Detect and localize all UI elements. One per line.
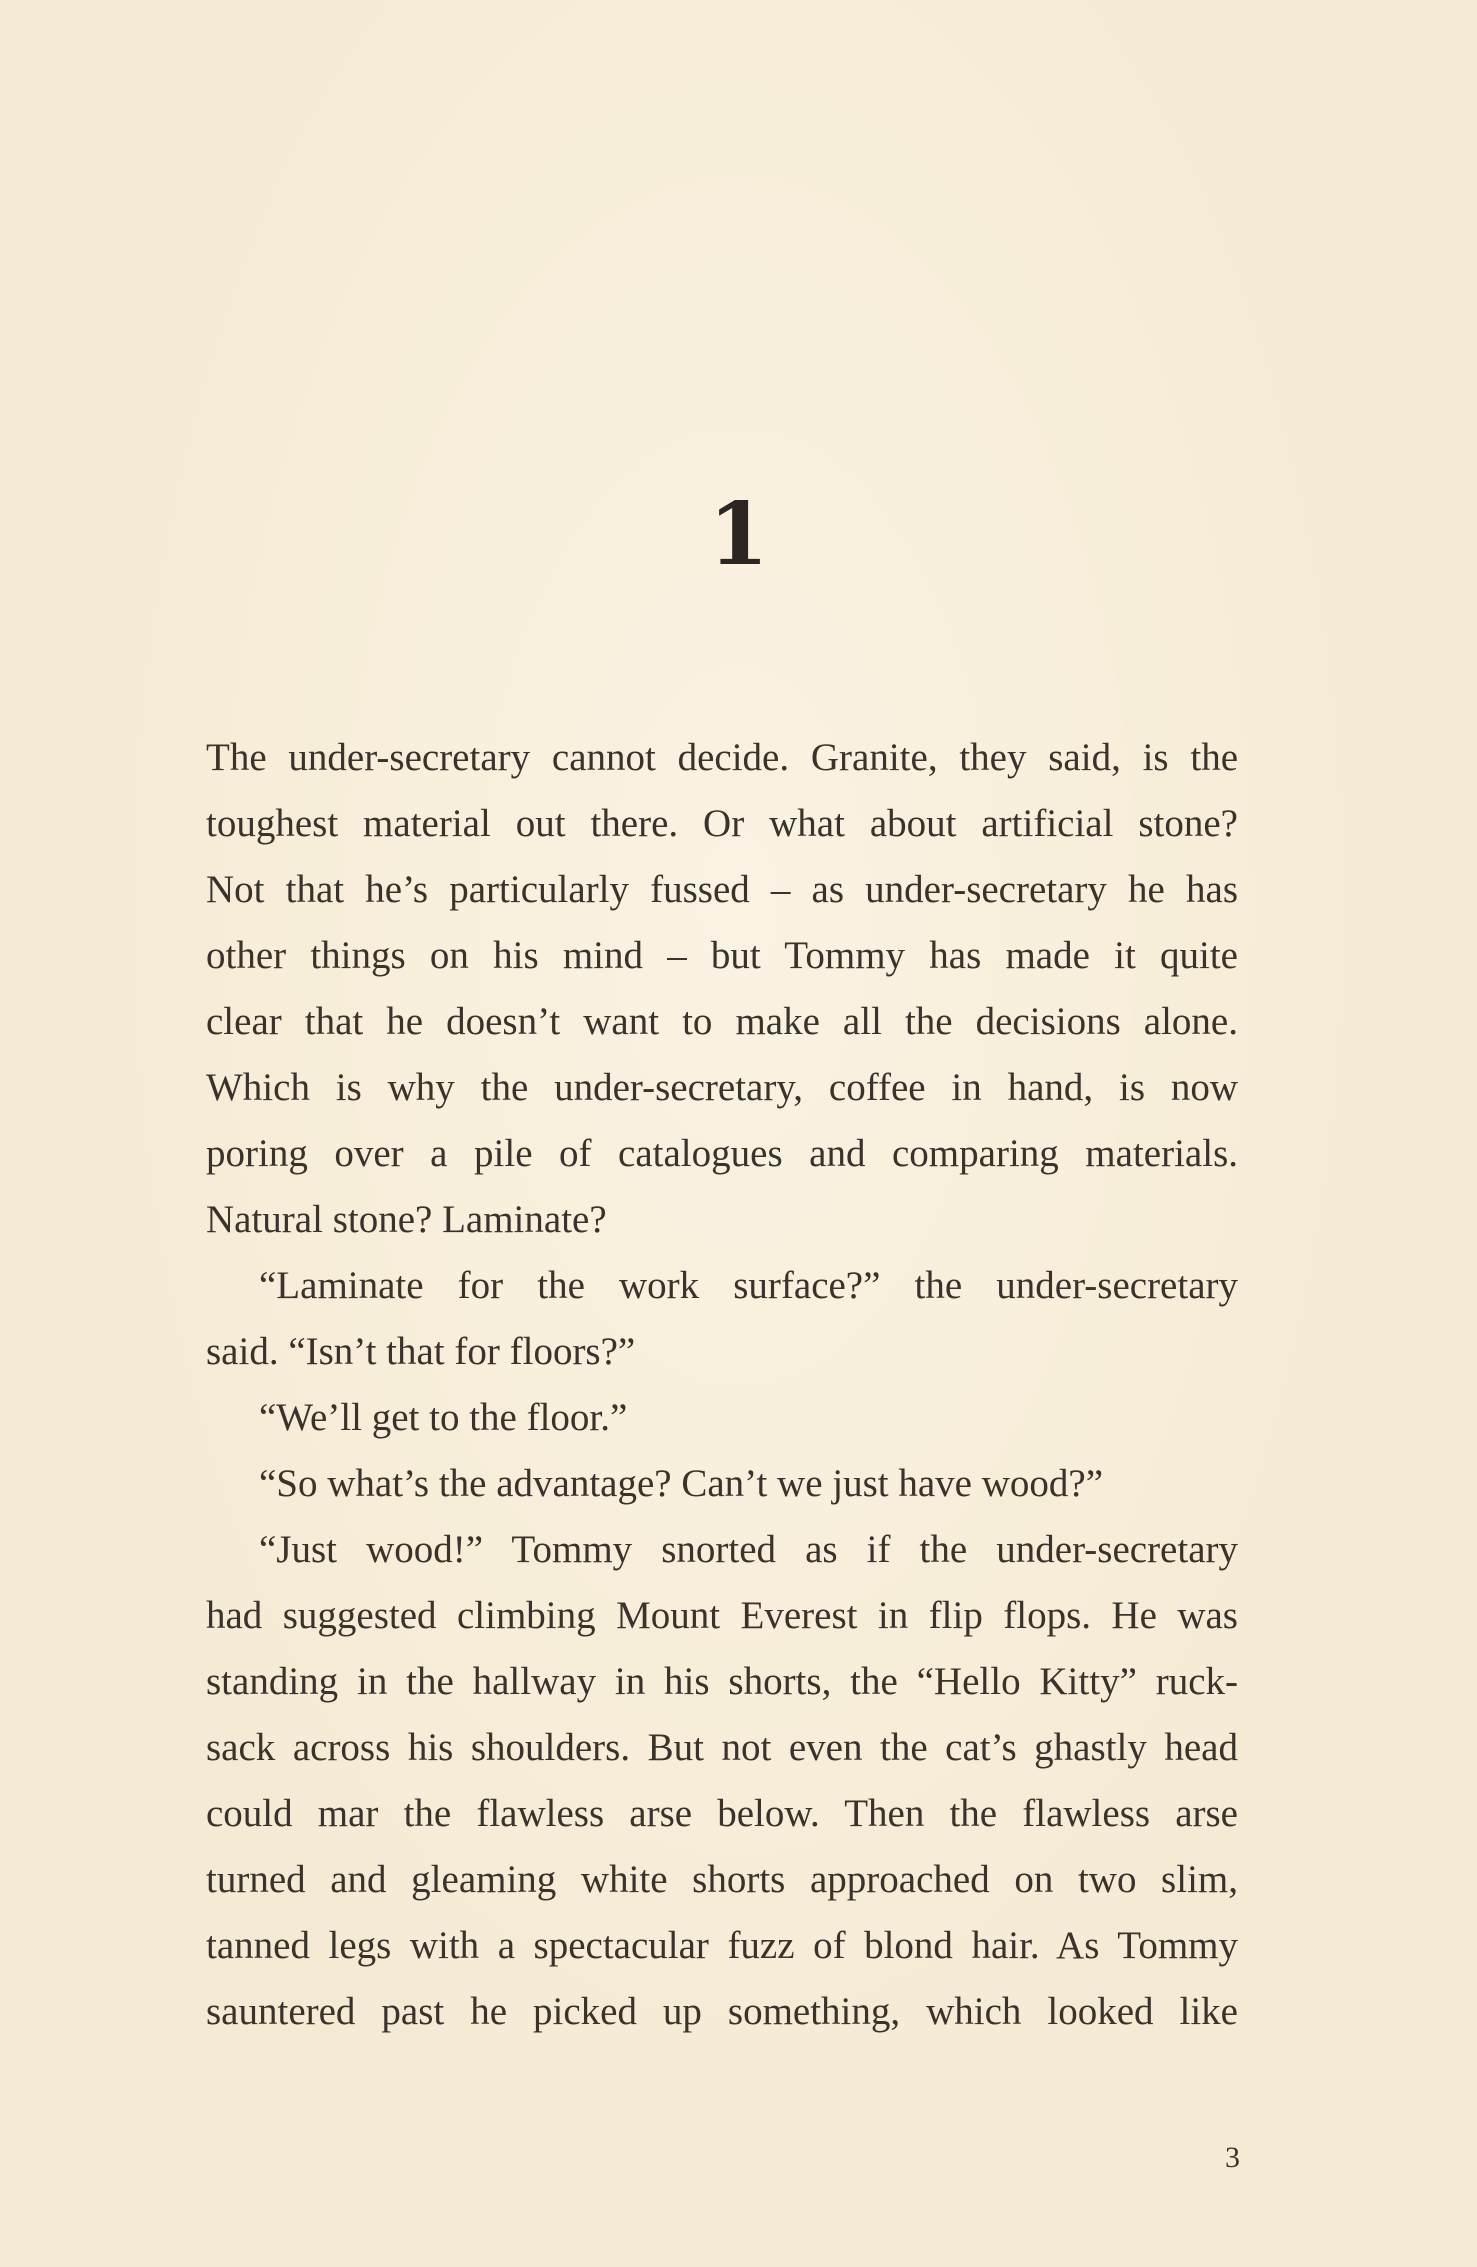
text-line: said. “Isn’t that for floors?” (206, 1330, 636, 1373)
text-line: The under-secretary cannot decide. Granite, they said, is the (206, 736, 1238, 779)
paragraph (206, 1385, 1238, 1451)
paragraph (206, 1451, 1238, 1517)
body-text (206, 725, 1238, 2045)
text-line: turned and gleaming white shorts approached on two slim, (206, 1858, 1238, 1901)
text-line: poring over a pile of catalogues and comparing materials. (206, 1132, 1238, 1175)
text-line: could mar the flawless arse below. Then the flawless arse (206, 1792, 1238, 1835)
paragraph (206, 1517, 1238, 2045)
paragraph (206, 725, 1238, 1253)
text-line: “Laminate for the work surface?” the under-secretary (259, 1264, 1238, 1307)
paragraph (206, 1253, 1238, 1385)
text-line: Which is why the under-secretary, coffee in hand, is now (206, 1066, 1238, 1109)
text-line: tanned legs with a spectacular fuzz of blond hair. As Tommy (206, 1924, 1238, 1967)
page-number: 3 (1225, 2141, 1240, 2174)
chapter-number: 1 (708, 484, 769, 585)
text-line: sack across his shoulders. But not even the cat’s ghastly head (206, 1726, 1238, 1769)
text-line: toughest material out there. Or what about artificial stone? (206, 802, 1238, 845)
text-line: Not that he’s particularly fussed – as under-secretary he has (206, 868, 1238, 911)
text-line: standing in the hallway in his shorts, the “Hello Kitty” ruck- (206, 1660, 1238, 1703)
text-line: other things on his mind – but Tommy has made it quite (206, 934, 1238, 977)
text-line: sauntered past he picked up something, which looked like (206, 1990, 1238, 2033)
text-line: clear that he doesn’t want to make all the decisions alone. (206, 1000, 1238, 1043)
text-line: had suggested climbing Mount Everest in flip flops. He was (206, 1594, 1238, 1637)
text-line: “Just wood!” Tommy snorted as if the under-secretary (259, 1528, 1238, 1571)
text-line: Natural stone? Laminate? (206, 1198, 607, 1241)
text-line: “We’ll get to the floor.” (259, 1396, 628, 1439)
text-line: “So what’s the advantage? Can’t we just have wood?” (259, 1462, 1104, 1505)
